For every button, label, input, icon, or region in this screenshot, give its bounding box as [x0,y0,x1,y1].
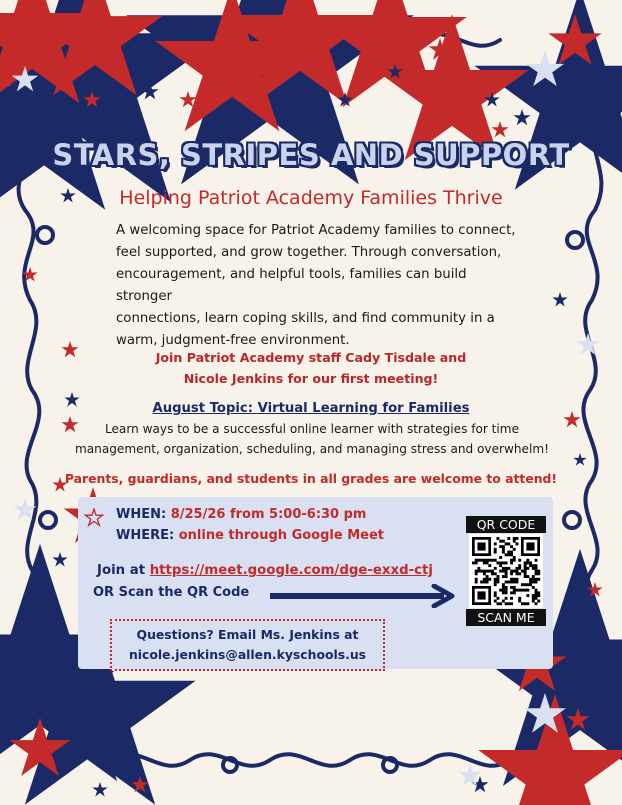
intro-line: encouragement, and helpful tools, families can build stronger [116,267,467,304]
when-label: WHEN: [116,507,167,522]
when-value: 8/25/26 from 5:00-6:30 pm [170,507,367,522]
intro-line: A welcoming space for Patriot Academy families to connect, [116,223,516,238]
intro-paragraph [116,220,526,352]
when-row [116,507,366,522]
intro-line: connections, learn coping skills, and find community in a [116,311,495,326]
contact-box [110,619,385,671]
contact-line: Questions? Email Ms. Jenkins at [136,627,359,642]
intro-line: warm, judgment-free environment. [116,333,350,348]
topic-desc-line: management, organization, scheduling, and managing stress and overwhelm! [74,442,549,456]
qr-top-label: QR CODE [466,516,546,533]
contact-email[interactable]: nicole.jenkins@allen.kyschools.us [128,647,367,662]
arrow-right-icon [268,584,458,608]
welcome-note: Parents, guardians, and students in all grades are welcome to attend! [64,471,558,486]
where-row [116,528,384,543]
intro-line: feel supported, and grow together. Through conversation, [116,245,502,260]
qr-bottom-label: SCAN ME [466,609,546,626]
join-line: Join Patriot Academy staff Cady Tisdale and [155,350,467,365]
join-line: Nicole Jenkins for our first meeting! [183,371,439,386]
where-value: online through Google Meet [178,528,385,543]
where-label: WHERE: [116,528,175,543]
page-title: STARS, STRIPES AND SUPPORT [52,138,570,172]
join-invitation [0,347,622,389]
topic-description [52,419,572,459]
qr-code-icon[interactable] [469,534,543,608]
star-icon [84,508,104,528]
meet-link[interactable]: https://meet.google.com/dge-exxd-ctj [149,563,433,578]
topic-heading: August Topic: Virtual Learning for Families [152,401,470,416]
scan-instruction: OR Scan the QR Code [93,585,250,600]
topic-desc-line: Learn ways to be a successful online learner with strategies for time [104,422,520,436]
subtitle: Helping Patriot Academy Families Thrive [119,187,503,209]
join-prefix: Join at [97,563,146,578]
join-link-row [97,563,433,578]
